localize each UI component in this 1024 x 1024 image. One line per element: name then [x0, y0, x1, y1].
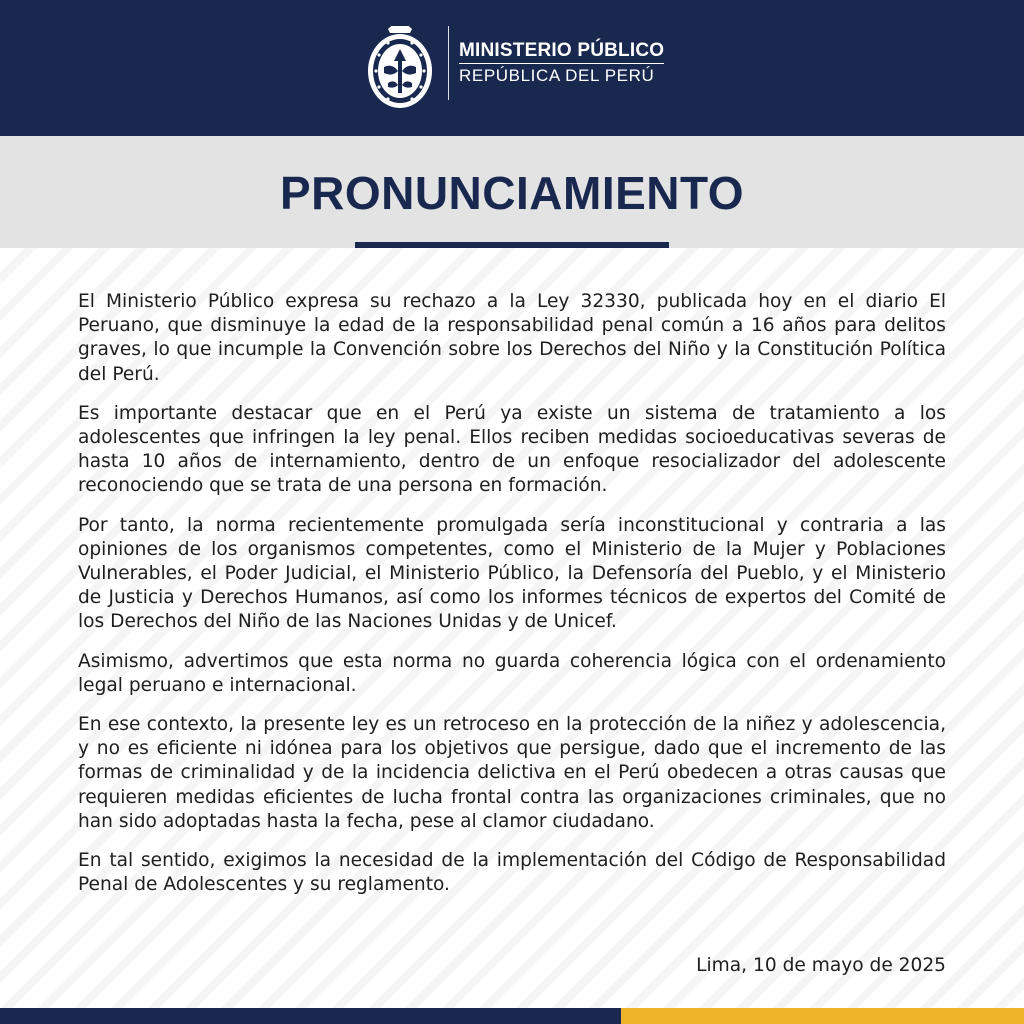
logo-divider — [448, 26, 449, 100]
institution-country: REPÚBLICA DEL PERÚ — [459, 66, 655, 85]
statement-paragraph: En tal sentido, exigimos la necesidad de la implementación del Código de Responsabilidad Penal de Adolescentes y su reglamento. — [78, 850, 946, 896]
statement-paragraph: El Ministerio Público expresa su rechazo a la Ley 32330, publicada hoy en el diario El Peruano, que disminuye la edad de la responsabilidad penal común a 16 años para delitos graves, lo que incumple la Convención sobre los Derechos del Niño y la Constitución Política del Perú. — [78, 291, 946, 385]
institution-name-block — [459, 40, 664, 86]
institution-name-rule — [459, 63, 664, 64]
statement-body — [78, 290, 946, 912]
header-banner — [0, 0, 1024, 136]
page-title: PRONUNCIAMIENTO — [279, 167, 745, 219]
statement-paragraph: Asimismo, advertimos que esta norma no guarda coherencia lógica con el ordenamiento legal peruano e internacional. — [78, 650, 946, 696]
institution-logo — [362, 15, 664, 111]
footer-bar-navy — [0, 1008, 621, 1024]
statement-paragraph: En ese contexto, la presente ley es un retroceso en la protección de la niñez y adolescencia, y no es eficiente ni idónea para los objetivos que persigue, dado que el incremento de las formas de criminalidad y de la incidencia delictiva en el Perú obedecen a otras causas que requieren medidas eficientes de lucha frontal contra las organizaciones criminales, que no han sido adoptadas hasta la fecha, pese al clamor ciudadano. — [78, 714, 946, 832]
footer-bar-gold — [621, 1008, 1024, 1024]
ministerio-publico-seal-icon — [362, 15, 438, 111]
institution-name: MINISTERIO PÚBLICO — [459, 40, 665, 61]
statement-date: Lima, 10 de mayo de 2025 — [696, 955, 946, 976]
statement-paragraph: Es importante destacar que en el Perú ya existe un sistema de tratamiento a los adolescentes que infringen la ley penal. Ellos reciben medidas socioeducativas severas de hasta 10 años de internamiento, dentro de un enfoque resocializador del adolescente reconociendo que se trata de una persona en formación. — [78, 402, 946, 497]
statement-paragraph: Por tanto, la norma recientemente promulgada sería inconstitucional y contraria a las opiniones de los organismos competentes, como el Ministerio de la Mujer y Poblaciones Vulnerables, el Poder Judicial, el Ministerio Público, la Defensoría del Pueblo, y el Ministerio de Justicia y Derechos Humanos, así como los informes técnicos de expertos del Comité de los Derechos del Niño de las Naciones Unidas y de Unicef. — [78, 514, 946, 633]
